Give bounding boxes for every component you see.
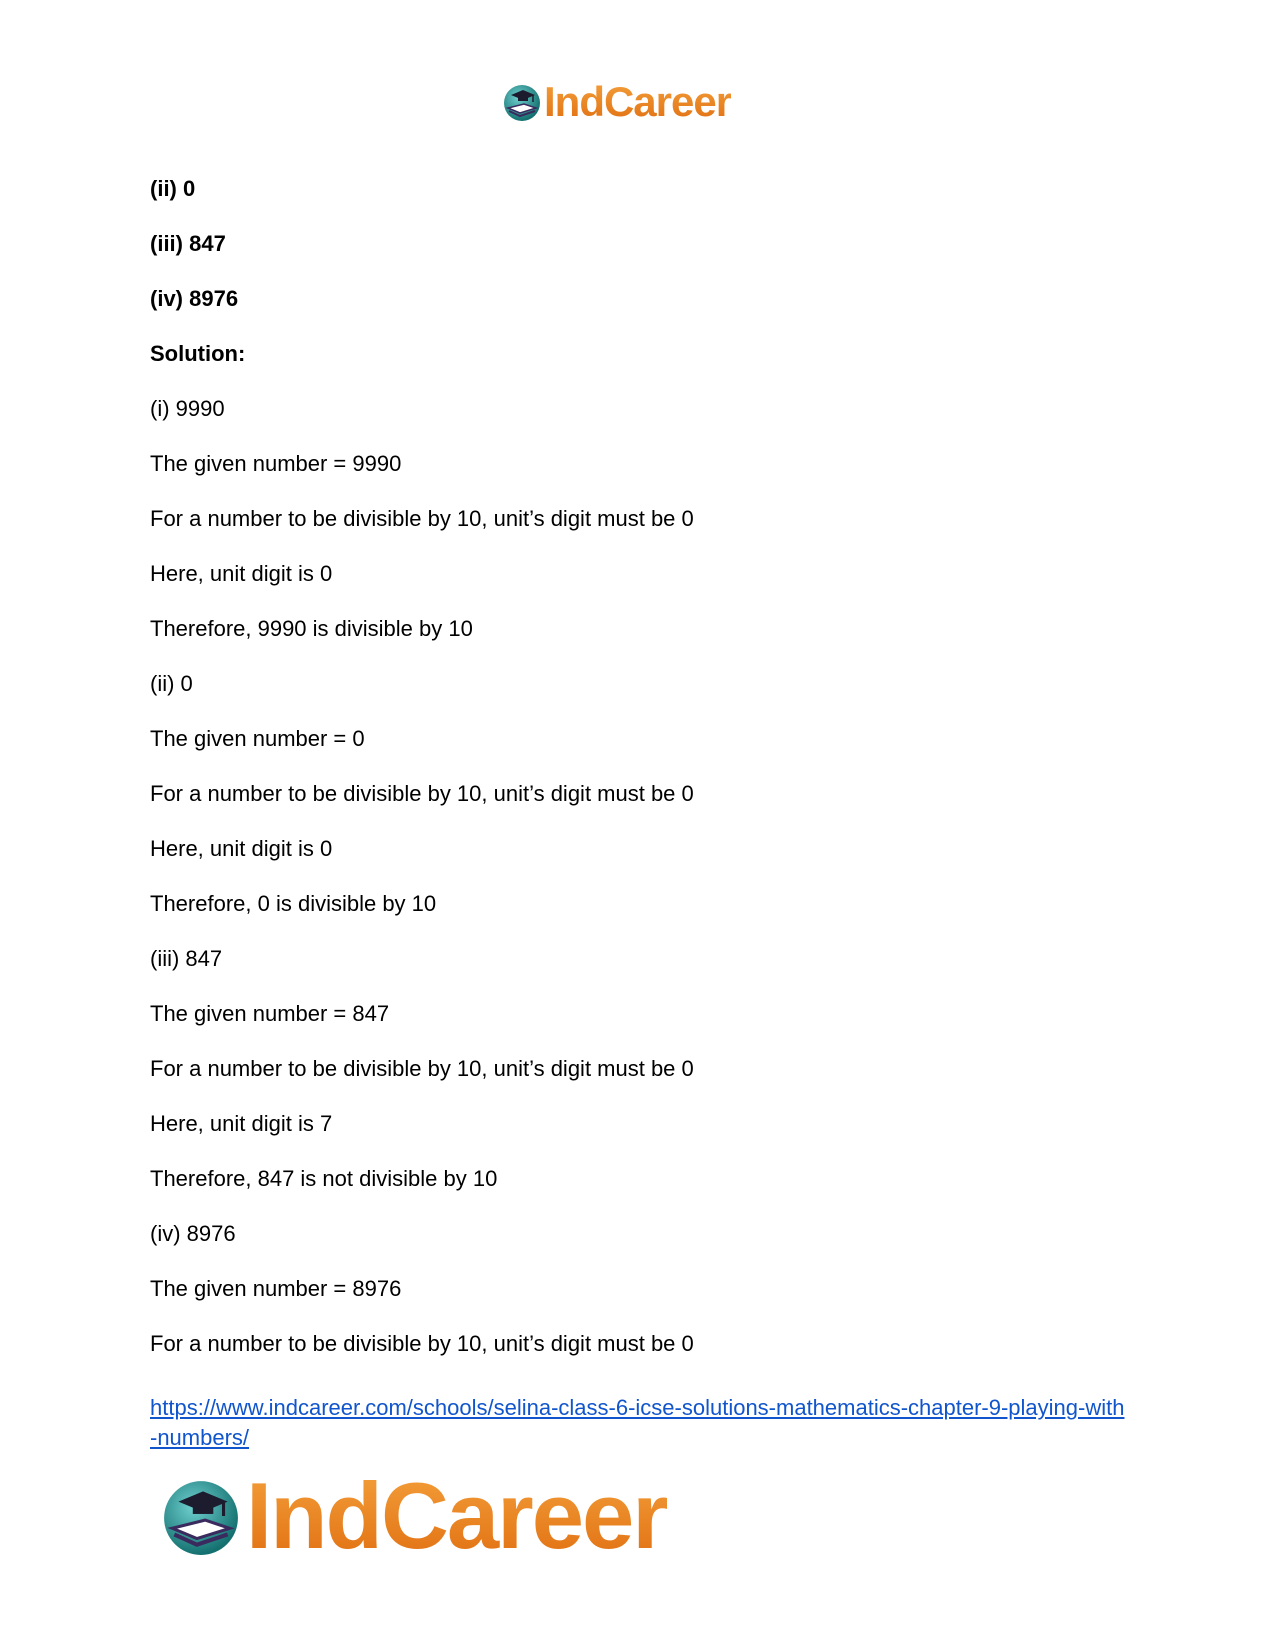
solution-line: Therefore, 0 is divisible by 10 [150,891,437,916]
solution-line: The given number = 9990 [150,451,402,476]
document-body [150,176,1150,1386]
solution-line: (i) 9990 [150,396,225,421]
solution-line: For a number to be divisible by 10, unit’s digit must be 0 [150,1331,694,1356]
question-part-heading: (iv) 8976 [150,286,239,311]
question-part-heading: (iii) 847 [150,231,226,256]
solution-line: Here, unit digit is 0 [150,561,333,586]
header-logo [502,78,731,126]
solution-line: The given number = 0 [150,726,365,751]
solution-line: (iv) 8976 [150,1221,236,1246]
solution-line: The given number = 8976 [150,1276,402,1301]
solution-line: Therefore, 847 is not divisible by 10 [150,1166,498,1191]
question-part-heading: (ii) 0 [150,176,196,201]
solution-line: The given number = 847 [150,1001,390,1026]
solution-line: For a number to be divisible by 10, unit’s digit must be 0 [150,506,694,531]
solution-line: (iii) 847 [150,946,223,971]
solution-line: For a number to be divisible by 10, unit’s digit must be 0 [150,781,694,806]
logo-wordmark: IndCareer [544,78,732,125]
logo-wordmark: IndCareer [246,1463,667,1568]
footer-logo [160,1462,667,1570]
solution-line: Therefore, 9990 is divisible by 10 [150,616,473,641]
solution-line: Here, unit digit is 0 [150,836,333,861]
solution-line: Here, unit digit is 7 [150,1111,333,1136]
graduation-cap-book-globe-icon [160,1475,242,1557]
source-link[interactable]: https://www.indcareer.com/schools/selina-class-6-icse-solutions-mathematics-chapter-9-playing-with-numbers/ [150,1395,1125,1450]
solution-line: (ii) 0 [150,671,193,696]
solution-line: For a number to be divisible by 10, unit’s digit must be 0 [150,1056,694,1081]
graduation-cap-book-globe-icon [502,82,542,122]
question-part-heading: Solution: [150,341,246,366]
